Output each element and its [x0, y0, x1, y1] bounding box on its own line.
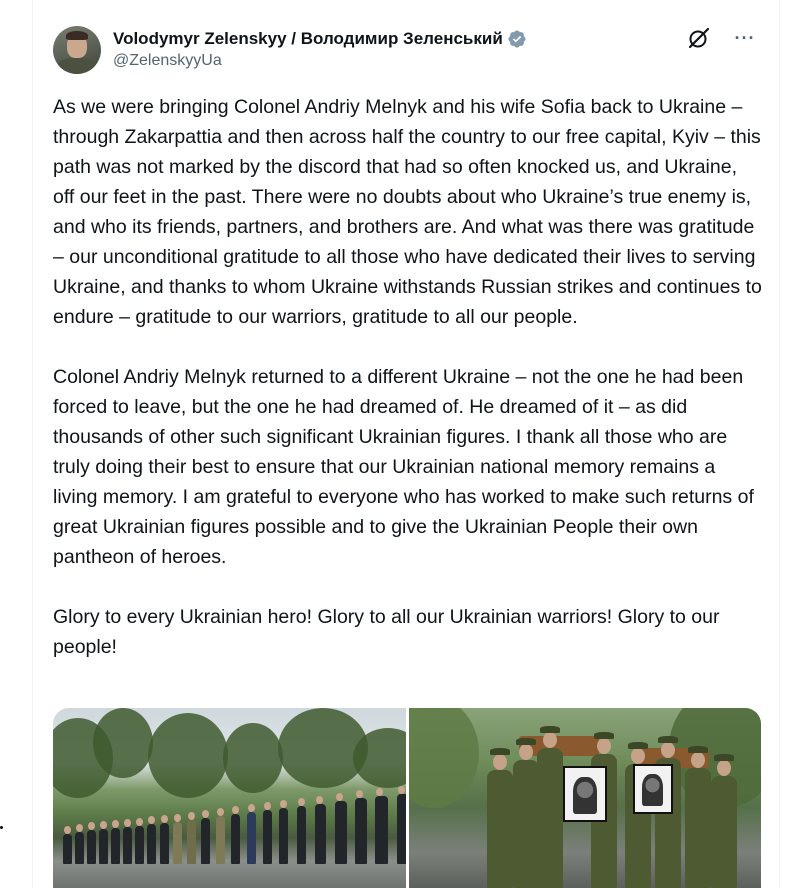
tweet-media: [53, 708, 761, 888]
author-handle[interactable]: @ZelenskyyUa: [113, 52, 222, 69]
tweet-card: [32, 0, 780, 888]
author-display-name-row[interactable]: [113, 28, 527, 50]
grok-icon[interactable]: [687, 26, 711, 50]
tweet-header: [53, 24, 759, 76]
tweet-paragraph-2: Colonel Andriy Melnyk returned to a different Ukraine – not the one he had been forced to leave, but the one he had dreamed of. He dreamed of it – as did thousands of other such significant Ukrainian figures. I thank all those who are truly doing their best to ensure that our Ukrainian national memory remains a living memory. I am grateful to everyone who has worked to make such returns of great Ukrainian figures possible and to give the Ukrainian People their own pantheon of heroes.: [53, 366, 754, 568]
tweet-paragraph-1: As we were bringing Colonel Andriy Melnyk and his wife Sofia back to Ukraine – through Zakarpattia and then across half the country to our free capital, Kyiv – this path was not marked by the discord that had so often knocked us, and Ukraine, off our feet in the past. There were no doubts about who Ukraine’s true enemy is, and who its friends, partners, and brothers are. And what was there was gratitude – our unconditional gratitude to all those who have dedicated their lives to serving Ukraine, and thanks to whom Ukraine withstands Russian strikes and continues to endure – gratitude to our warriors, gratitude to all our people.: [53, 96, 762, 328]
tweet-paragraph-3: Glory to every Ukrainian hero! Glory to all our Ukrainian warriors! Glory to our people!: [53, 606, 720, 658]
avatar[interactable]: [53, 26, 101, 74]
verified-badge-icon[interactable]: [507, 29, 527, 49]
tweet-text: [53, 92, 763, 692]
media-photo-ceremony-line[interactable]: [53, 708, 406, 888]
author-display-name[interactable]: Volodymyr Zelenskyy / Володимир Зеленський: [113, 29, 503, 48]
media-photo-honor-guard[interactable]: [409, 708, 762, 888]
more-options-icon[interactable]: ···: [734, 27, 756, 48]
author-info: [113, 28, 527, 71]
page-edge-dot: [0, 826, 3, 829]
